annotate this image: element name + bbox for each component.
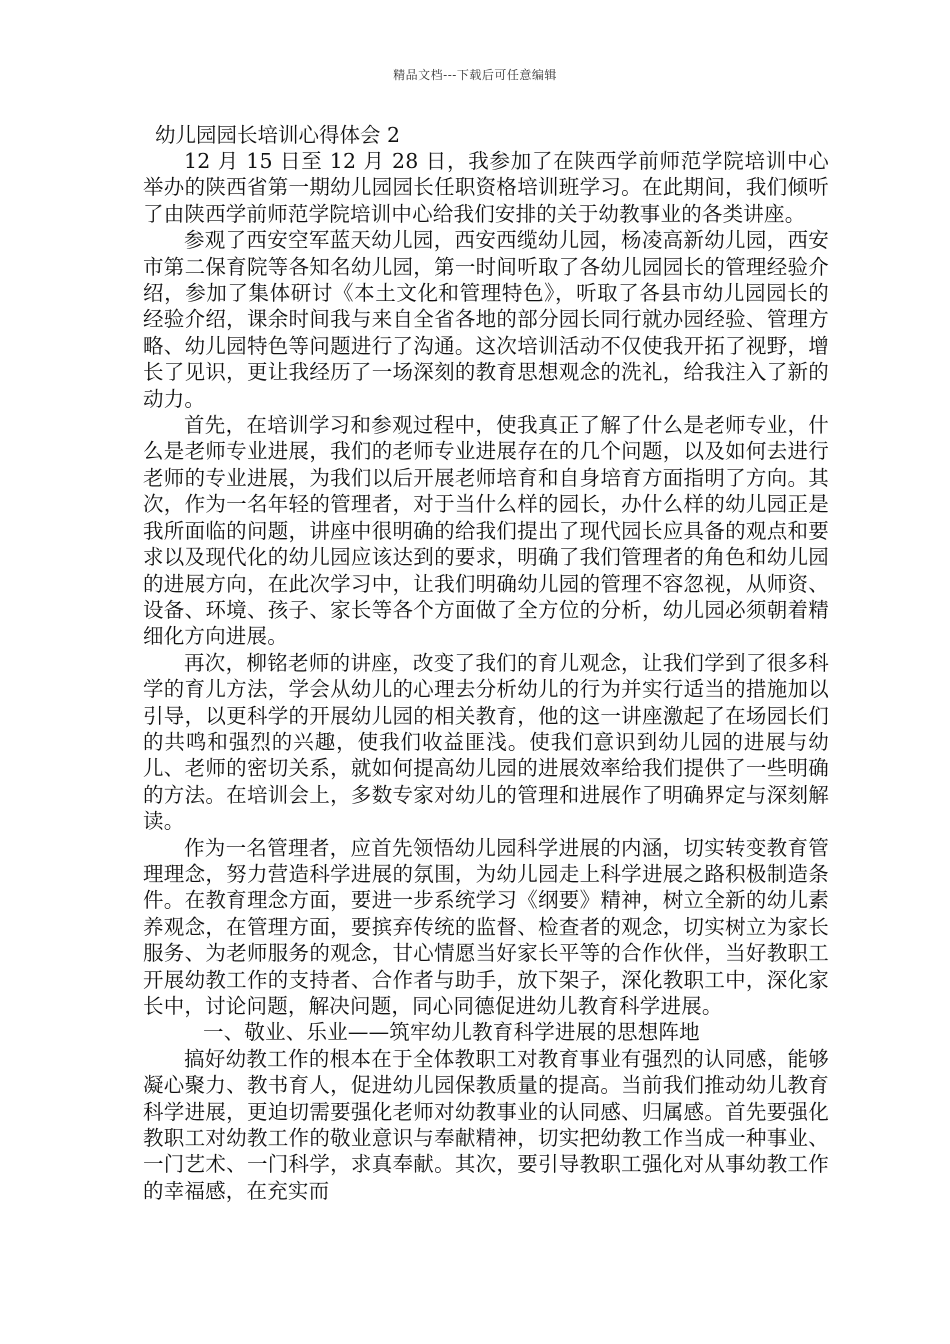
paragraph-manager: 作为一名管理者，应首先领悟幼儿园科学进展的内涵，切实转变教育管理理念，努力营造科学进展的氛围，为幼儿园走上科学进展之路积极制造条件。在教育理念方面，要进一步系统学习《纲要》精神，树立全新的幼儿素养观念，在管理方面，要摈弃传统的监督、检查者的观念，切实树立为家长服务、为老师服务的观念，甘心情愿当好家长平等的合作伙伴，当好教职工开展幼教工作的支持者、合作者与助手，放下架子，深化教职工中，深化家长中，讨论问题，解决问题，同心同德促进幼儿教育科学进展。 bbox=[143, 835, 829, 1018]
document-body bbox=[143, 122, 829, 1204]
paragraph-intro: 12 月 15 日至 12 月 28 日，我参加了在陕西学前师范学院培训中心举办的陕西省第一期幼儿园园长任职资格培训班学习。在此期间，我们倾听了由陕西学前师范学院培训中心给我们安排的关于幼教事业的各类讲座。 bbox=[143, 149, 829, 226]
section-heading: 一、敬业、乐业——筑牢幼儿教育科学进展的思想阵地 bbox=[203, 1020, 700, 1045]
paragraph-section-1: 搞好幼教工作的根本在于全体教职工对教育事业有强烈的认同感，能够凝心聚力、教书育人，促进幼儿园保教质量的提高。当前我们推动幼儿教育科学进展，更迫切需要强化老师对幼教事业的认同感、归属感。首先要强化教职工对幼教工作的敬业意识与奉献精神，切实把幼教工作当成一种事业、一门艺术、一门科学，求真奉献。其次，要引导教职工强化对从事幼教工作的幸福感，在充实而 bbox=[143, 1046, 829, 1203]
paragraph-again: 再次，柳铭老师的讲座，改变了我们的育儿观念，让我们学到了很多科学的育儿方法，学会从幼儿的心理去分析幼儿的行为并实行适当的措施加以引导，以更科学的开展幼儿园的相关教育，他的这一讲座激起了在场园长们的共鸣和强烈的兴趣，使我们收益匪浅。使我们意识到幼儿园的进展与幼儿、老师的密切关系，就如何提高幼儿园的进展效率给我们提供了一些明确的方法。在培训会上，多数专家对幼儿的管理和进展作了明确界定与深刻解读。 bbox=[143, 650, 829, 834]
page-header: 精品文档---下载后可任意编辑 bbox=[393, 68, 557, 82]
paragraph-first: 首先，在培训学习和参观过程中，使我真正了解了什么是老师专业，什么是老师专业进展，我们的老师专业进展存在的几个问题，以及如何去进行老师的专业进展，为我们以后开展老师培育和自身培育方面指明了方向。其次，作为一名年轻的管理者，对于当什么样的园长，办什么样的幼儿园正是我所面临的问题，讲座中很明确的给我们提出了现代园长应具备的观点和要求以及现代化的幼儿园应该达到的要求，明确了我们管理者的角色和幼儿园的进展方向，在此次学习中，让我们明确幼儿园的管理不容忽视，从师资、设备、环境、孩子、家长等各个方面做了全方位的分析，幼儿园必须朝着精细化方向进展。 bbox=[143, 413, 829, 649]
document-title: 幼儿园园长培训心得体会 2 bbox=[155, 123, 401, 147]
paragraph-visits: 参观了西安空军蓝天幼儿园，西安西缆幼儿园，杨凌高新幼儿园，西安市第二保育院等各知名幼儿园，第一时间听取了各幼儿园园长的管理经验介绍，参加了集体研讨《本土文化和管理特色》，听取了各县市幼儿园园长的经验介绍，课余时间我与来自全省各地的部分园长同行就办园经验、管理方略、幼儿园特色等问题进行了沟通。这次培训活动不仅使我开拓了视野，增长了见识，更让我经历了一场深刻的教育思想观念的洗礼，给我注入了新的动力。 bbox=[143, 228, 829, 411]
